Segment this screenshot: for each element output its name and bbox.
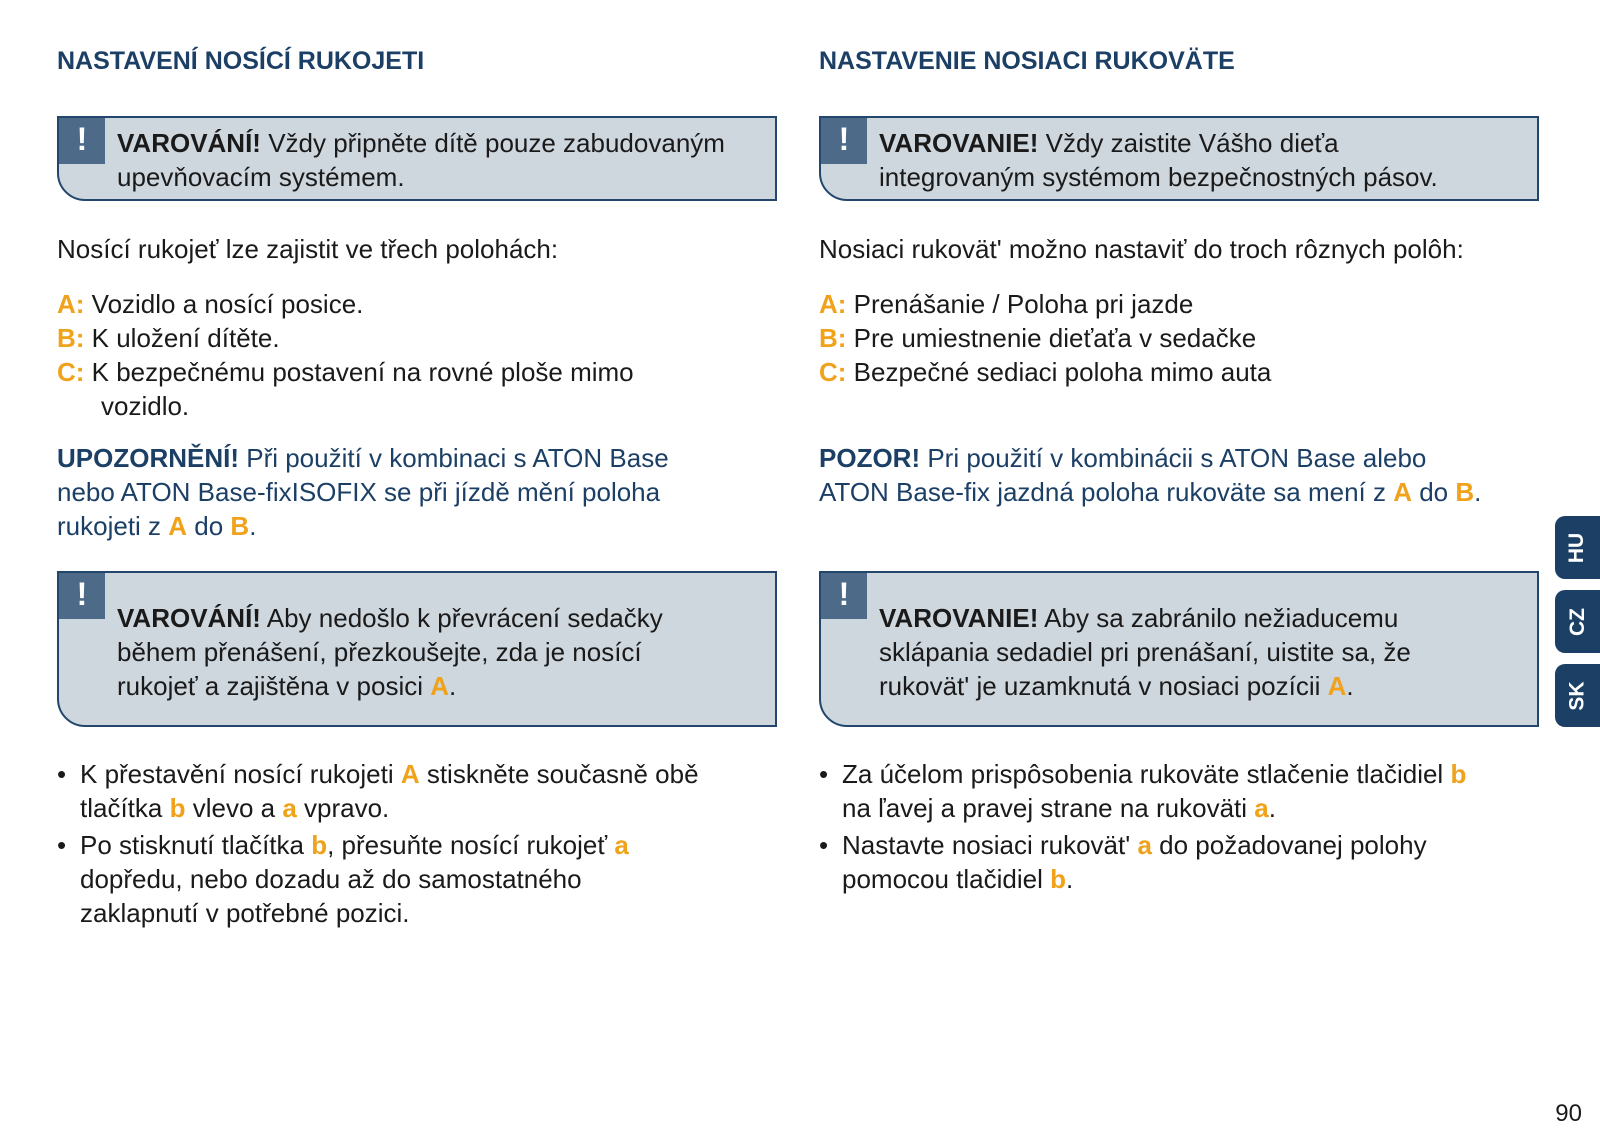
button-letter: b [1450, 759, 1467, 789]
handle-letter: a [614, 830, 629, 860]
list-item [57, 355, 634, 389]
note-line: nebo ATON Base-fixISOFIX se při jízdě mění poloha [57, 477, 661, 507]
bullet-text: K přestavění nosící rukojeti [80, 759, 401, 789]
list-item-continuation: vozidlo. [101, 391, 190, 421]
instruction-list [57, 757, 699, 933]
note-line: rukojeti z [57, 511, 169, 541]
note-end: . [249, 511, 257, 541]
list-item [819, 321, 1271, 355]
tab-sk[interactable] [1555, 664, 1600, 727]
bullet-text: do požadovanej polohy [1151, 830, 1427, 860]
warning-line: Vždy zaistite Vášho dieťa [1038, 128, 1339, 158]
bullet-text: Po stisknutí tlačítka [80, 830, 312, 860]
option-key: A: [819, 289, 847, 319]
list-item [819, 287, 1271, 321]
option-text: Prenášanie / Poloha pri jazde [846, 289, 1194, 319]
intro-text: Nosiaci rukovät' možno nastaviť do troch rôznych polôh: [819, 234, 1464, 264]
bullet-text: Za účelom prispôsobenia rukoväte stlačenie tlačidiel [842, 759, 1451, 789]
tab-hu[interactable] [1555, 516, 1600, 579]
note-line: Pri použití v kombinácii s ATON Base alebo [920, 443, 1427, 473]
warning-line: Aby sa zabránilo nežiaducemu [1038, 603, 1399, 633]
bullet-text: , přesuňte nosící rukojeť [327, 830, 615, 860]
bullet-text: . [1066, 864, 1074, 894]
position-letter: A [168, 511, 188, 541]
exclamation-icon: ! [59, 118, 105, 164]
bullet-icon: • [57, 759, 67, 789]
position-letter: A [400, 759, 420, 789]
list-item [819, 757, 1466, 825]
warning-line: Vždy připněte dítě pouze zabudovaným [260, 128, 725, 158]
button-letter: b [169, 793, 186, 823]
list-item [57, 321, 634, 355]
note-line: Při použití v kombinaci s ATON Base [239, 443, 669, 473]
exclamation-icon: ! [821, 573, 867, 619]
tab-cz[interactable] [1555, 590, 1600, 653]
button-letter: b [311, 830, 328, 860]
handle-letter: a [1137, 830, 1152, 860]
tab-label: CZ [1565, 607, 1589, 636]
warning-label: VAROVANIE! [879, 128, 1039, 158]
position-letter: A [1393, 477, 1412, 507]
bullet-icon: • [819, 830, 829, 860]
bullet-icon: • [57, 830, 67, 860]
option-key: A: [57, 289, 85, 319]
bullet-text: zaklapnutí v potřebné pozici. [80, 898, 410, 928]
page-number: 90 [1555, 1100, 1582, 1127]
note-line: ATON Base-fix jazdná poloha rukoväte sa mení z [819, 477, 1394, 507]
bullet-text: pomocou tlačidiel [842, 864, 1051, 894]
note-word: do [1412, 477, 1456, 507]
exclamation-icon: ! [59, 573, 105, 619]
warning-line: během přenášení, přezkoušejte, zda je nosící [117, 637, 642, 667]
intro-text: Nosící rukojeť lze zajistit ve třech polohách: [57, 234, 559, 264]
option-key: B: [819, 323, 847, 353]
bullet-text: tlačítka [80, 793, 170, 823]
list-item [819, 828, 1466, 896]
bullet-text: stiskněte současně obě [419, 759, 699, 789]
note-word: do [187, 511, 231, 541]
warning-line: rukojeť a zajištěna v posici [117, 671, 431, 701]
warning-line: integrovaným systémom bezpečnostných pásov. [879, 162, 1438, 192]
warning-text [879, 126, 1533, 194]
bullet-text: vpravo. [296, 793, 390, 823]
warning-label: VAROVANIE! [879, 603, 1039, 633]
position-list [57, 287, 634, 423]
warning-text [117, 601, 771, 703]
option-text: K bezpečnému postavení na rovné ploše mimo [84, 357, 634, 387]
list-item [819, 355, 1271, 389]
note-text [819, 441, 1481, 509]
list-item [57, 828, 699, 930]
bullet-text: Nastavte nosiaci rukovät' [842, 830, 1138, 860]
bullet-icon: • [819, 759, 829, 789]
option-key: C: [819, 357, 847, 387]
note-end: . [1474, 477, 1482, 507]
option-text: Pre umiestnenie dieťaťa v sedačke [846, 323, 1257, 353]
warning-box [57, 116, 777, 201]
note-label: POZOR! [819, 443, 921, 473]
warning-label: VAROVÁNÍ! [117, 603, 261, 633]
warning-text [879, 601, 1533, 703]
bullet-text: vlevo a [185, 793, 283, 823]
warning-box [819, 116, 1539, 201]
section-title: NASTAVENÍ NOSÍCÍ RUKOJETI [57, 47, 425, 75]
note-text [57, 441, 669, 543]
position-letter: B [230, 511, 250, 541]
note-label: UPOZORNĚNÍ! [57, 443, 239, 473]
tab-label: HU [1565, 532, 1589, 563]
warning-line: sklápania sedadiel pri prenášaní, uistite sa, že [879, 637, 1411, 667]
bullet-text: dopředu, nebo dozadu až do samostatného [80, 864, 582, 894]
handle-letter: a [1254, 793, 1269, 823]
section-title: NASTAVENIE NOSIACI RUKOVÄTE [819, 47, 1235, 75]
position-letter: A [430, 671, 450, 701]
position-letter: A [1327, 671, 1347, 701]
bullet-text: . [1268, 793, 1276, 823]
option-text: K uložení dítěte. [84, 323, 280, 353]
warning-end: . [449, 671, 457, 701]
option-text: Bezpečné sediaci poloha mimo auta [846, 357, 1272, 387]
button-letter: a [282, 793, 297, 823]
option-key: C: [57, 357, 85, 387]
list-item [57, 757, 699, 825]
position-list [819, 287, 1271, 389]
button-letter: b [1050, 864, 1067, 894]
bullet-text: na ľavej a pravej strane na rukoväti [842, 793, 1255, 823]
option-text: Vozidlo a nosící posice. [84, 289, 364, 319]
warning-end: . [1346, 671, 1354, 701]
warning-line: upevňovacím systémem. [117, 162, 405, 192]
warning-line: rukovät' je uzamknutá v nosiaci pozícii [879, 671, 1328, 701]
warning-box [819, 571, 1539, 727]
warning-label: VAROVÁNÍ! [117, 128, 261, 158]
option-key: B: [57, 323, 85, 353]
warning-box [57, 571, 777, 727]
position-letter: B [1455, 477, 1475, 507]
list-item [57, 287, 634, 321]
exclamation-icon: ! [821, 118, 867, 164]
warning-text [117, 126, 771, 194]
instruction-list [819, 757, 1466, 899]
warning-line: Aby nedošlo k převrácení sedačky [260, 603, 663, 633]
tab-label: SK [1565, 680, 1589, 711]
